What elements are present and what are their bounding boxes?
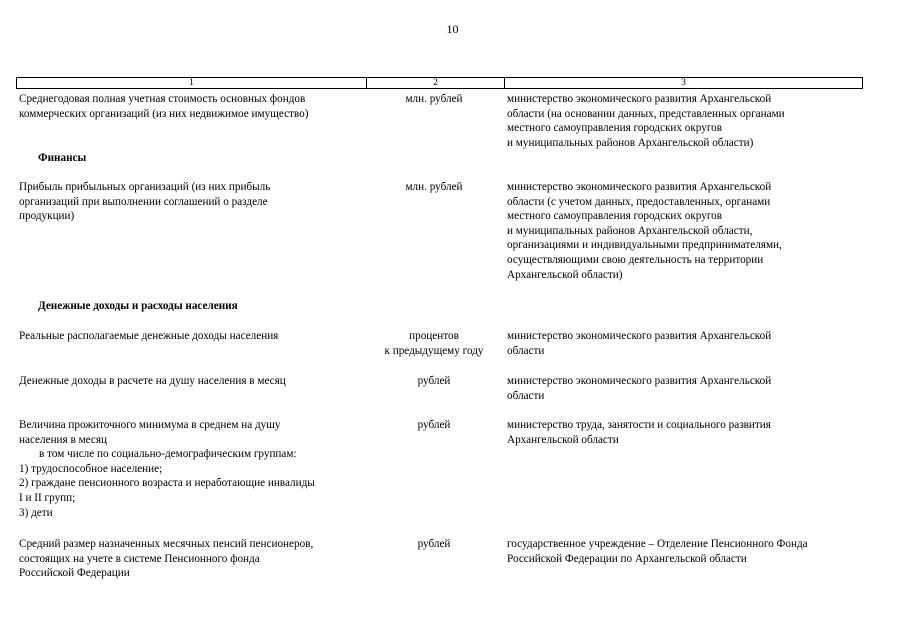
source-line: и муниципальных районов Архангельской области, xyxy=(507,224,753,237)
source-cell xyxy=(507,329,867,358)
indicator-line: населения в месяц xyxy=(19,433,107,446)
indicator-line: коммерческих организаций (из них недвижимое имущество) xyxy=(19,107,309,120)
indicator-line: Величина прожиточного минимума в среднем на душу xyxy=(19,419,281,431)
source-line: области xyxy=(507,344,545,357)
indicator-line: I и II групп; xyxy=(19,491,76,504)
source-line: министерство экономического развития Архангельской xyxy=(507,181,772,193)
indicator-line: 1) трудоспособное население; xyxy=(19,462,163,475)
source-cell xyxy=(507,537,867,566)
source-line: Архангельской области xyxy=(507,433,619,446)
source-line: местного самоуправления городских округов xyxy=(507,122,723,135)
indicator-line: Денежные доходы в расчете на душу населения в месяц xyxy=(19,375,286,387)
indicator-line: состоящих на учете в системе Пенсионного фонда xyxy=(19,552,260,565)
unit-cell xyxy=(369,329,499,358)
source-line: и муниципальных районов Архангельской области) xyxy=(507,136,754,149)
unit-line: млн. рублей xyxy=(405,93,463,105)
source-line: министерство экономического развития Архангельской xyxy=(507,93,772,105)
indicator-line: Средний размер назначенных месячных пенсий пенсионеров, xyxy=(19,538,314,550)
column-header-row xyxy=(17,78,863,89)
unit-line: к предыдущему году xyxy=(384,344,484,357)
indicator-line: Прибыль прибыльных организаций (из них прибыль xyxy=(19,181,271,193)
unit-cell xyxy=(369,418,499,433)
unit-cell xyxy=(369,374,499,389)
source-cell xyxy=(507,418,867,447)
source-line: области (с учетом данных, предоставленных, органами xyxy=(507,195,771,208)
source-line: Архангельской области) xyxy=(507,268,623,281)
source-cell xyxy=(507,374,867,403)
indicator-line: Российской Федерации xyxy=(19,567,130,580)
source-line: министерство экономического развития Архангельской xyxy=(507,330,772,342)
indicator-cell xyxy=(19,537,367,581)
indicator-line: Среднегодовая полная учетная стоимость основных фондов xyxy=(19,93,306,105)
indicator-cell xyxy=(19,329,367,344)
indicator-line: 2) граждане пенсионного возраста и неработающие инвалиды xyxy=(19,477,315,490)
indicator-line: в том числе по социально-демографическим группам: xyxy=(39,448,297,461)
page-number: 10 xyxy=(446,22,459,36)
column-header-table xyxy=(16,77,863,89)
source-line: организациями и индивидуальными предпринимателями, xyxy=(507,239,782,252)
column-number-3: 3 xyxy=(505,78,863,89)
source-cell xyxy=(507,92,867,150)
indicator-cell xyxy=(19,374,367,389)
source-line: государственное учреждение – Отделение Пенсионного Фонда xyxy=(507,538,808,550)
source-line: области (на основании данных, представленных органами xyxy=(507,107,785,120)
source-cell xyxy=(507,180,867,282)
source-line: Российской Федерации по Архангельской области xyxy=(507,552,747,565)
unit-line: млн. рублей xyxy=(405,181,463,193)
column-number-2: 2 xyxy=(367,78,505,89)
indicator-cell xyxy=(19,180,367,224)
unit-line: рублей xyxy=(417,538,451,550)
unit-cell xyxy=(369,537,499,552)
section-heading-income: Денежные доходы и расходы населения xyxy=(38,300,238,312)
source-line: осуществляющими свою деятельность на территории xyxy=(507,253,764,266)
indicator-line: 3) дети xyxy=(19,506,53,519)
source-line: министерство труда, занятости и социального развития xyxy=(507,419,771,431)
indicator-cell xyxy=(19,418,367,520)
indicator-line: продукции) xyxy=(19,210,75,223)
indicator-line: организаций при выполнении соглашений о разделе xyxy=(19,195,268,208)
source-line: области xyxy=(507,389,545,402)
unit-cell xyxy=(369,180,499,195)
unit-line: процентов xyxy=(409,330,459,342)
indicator-cell xyxy=(19,92,367,121)
section-heading-finance: Финансы xyxy=(38,152,87,164)
indicator-line: Реальные располагаемые денежные доходы населения xyxy=(19,330,279,342)
unit-line: рублей xyxy=(417,419,451,431)
source-line: местного самоуправления городских округов xyxy=(507,210,723,223)
unit-cell xyxy=(369,92,499,107)
source-line: министерство экономического развития Архангельской xyxy=(507,375,772,387)
column-number-1: 1 xyxy=(17,78,367,89)
unit-line: рублей xyxy=(417,375,451,387)
